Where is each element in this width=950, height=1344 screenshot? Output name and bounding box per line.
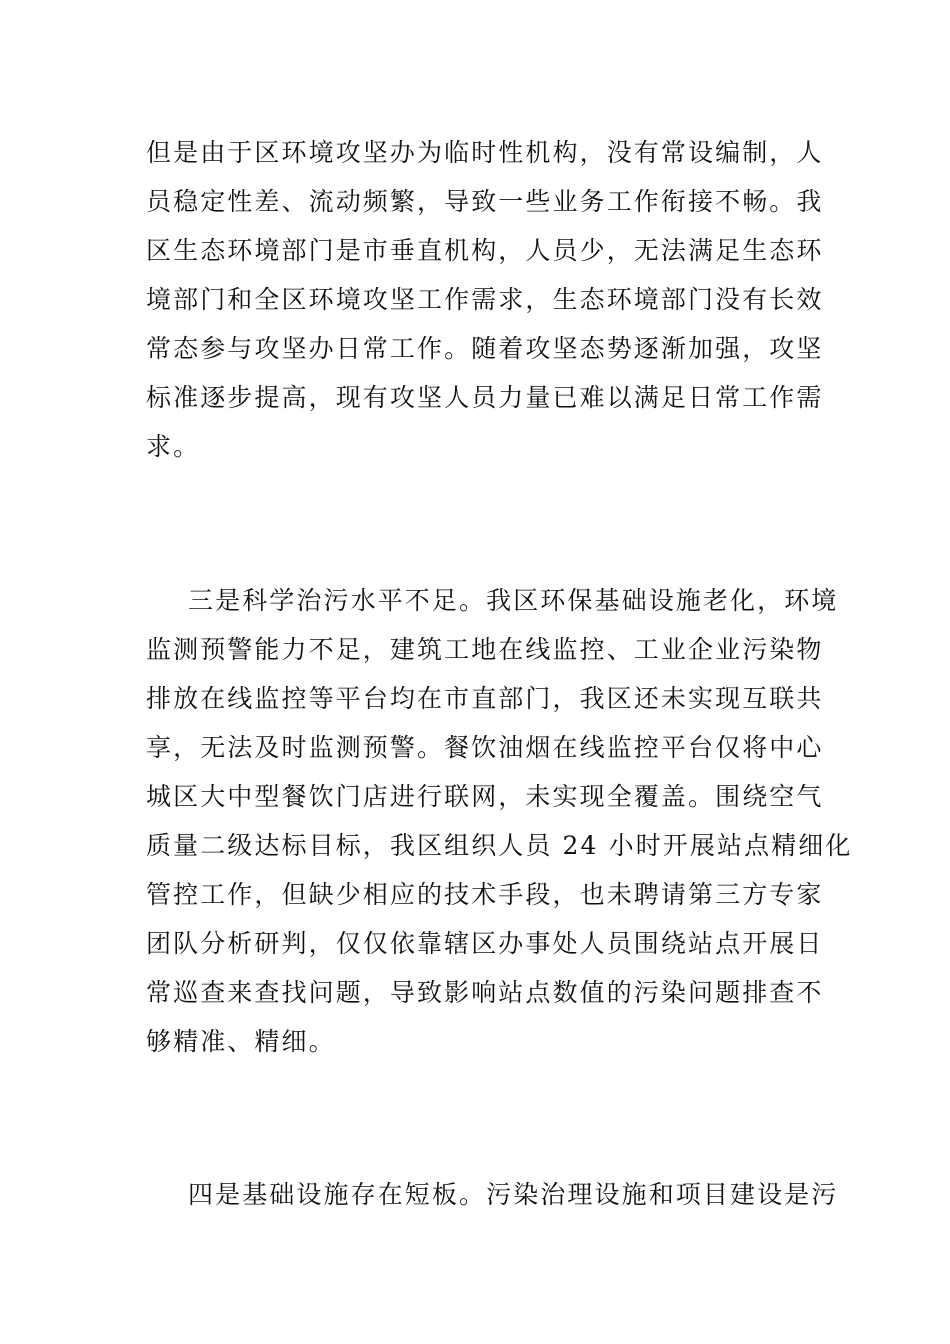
text-line: 管控工作，但缺少相应的技术手段，也未聘请第三方专家 bbox=[146, 880, 824, 909]
text-line: 员稳定性差、流动频繁，导致一些业务工作衔接不畅。我 bbox=[146, 187, 824, 216]
text-line: 城区大中型餐饮门店进行联网，未实现全覆盖。围绕空气 bbox=[146, 782, 824, 811]
text-line: 境部门和全区环境攻坚工作需求，生态环境部门没有长效 bbox=[146, 285, 824, 314]
text-line: 标准逐步提高，现有攻坚人员力量已难以满足日常工作需 bbox=[146, 383, 824, 412]
text-line: 但是由于区环境攻坚办为临时性机构，没有常设编制，人 bbox=[146, 138, 824, 167]
text-line: 求。 bbox=[146, 432, 201, 461]
text-line: 区生态环境部门是市垂直机构，人员少，无法满足生态环 bbox=[146, 236, 824, 265]
text-line: 监测预警能力不足，建筑工地在线监控、工业企业污染物 bbox=[146, 635, 824, 664]
text-line: 排放在线监控等平台均在市直部门，我区还未实现互联共 bbox=[146, 684, 824, 713]
text-line: 常巡查来查找问题，导致影响站点数值的污染问题排查不 bbox=[146, 978, 824, 1007]
paragraph-heading-line: 四是基础设施存在短板。污染治理设施和项目建设是污 bbox=[188, 1180, 839, 1209]
text-line: 质量二级达标目标，我区组织人员 24 小时开展站点精细化 bbox=[146, 831, 853, 860]
text-line: 团队分析研判，仅仅依靠辖区办事处人员围绕站点开展日 bbox=[146, 929, 824, 958]
text-line: 享，无法及时监测预警。餐饮油烟在线监控平台仅将中心 bbox=[146, 733, 824, 762]
text-line: 常态参与攻坚办日常工作。随着攻坚态势逐渐加强，攻坚 bbox=[146, 334, 824, 363]
paragraph-heading-line: 三是科学治污水平不足。我区环保基础设施老化，环境 bbox=[188, 586, 839, 615]
text-line: 够精准、精细。 bbox=[146, 1027, 336, 1056]
